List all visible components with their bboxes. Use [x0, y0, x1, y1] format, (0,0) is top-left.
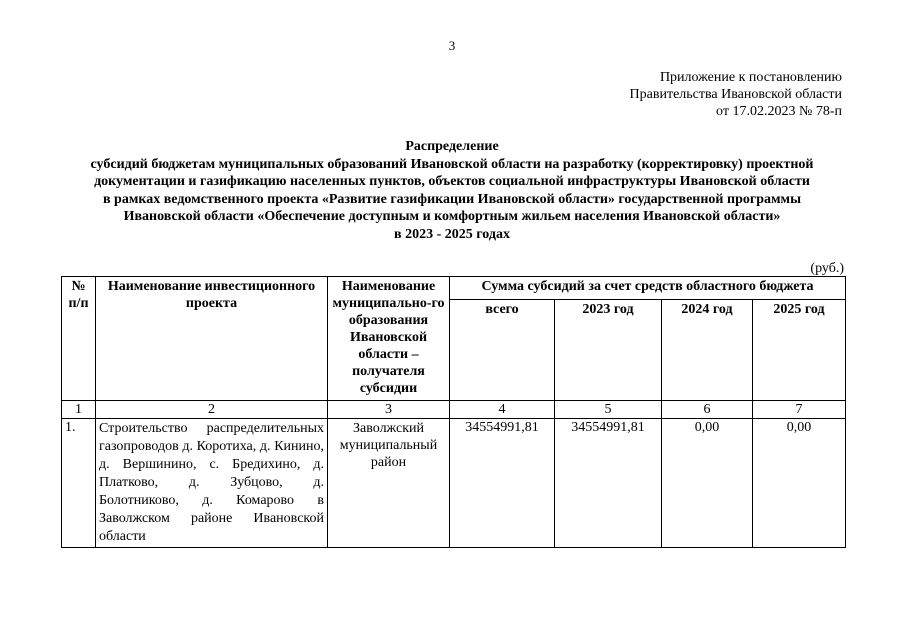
title-line-4: в рамках ведомственного проекта «Развитие газификации Ивановской области» государственной программы — [103, 191, 801, 207]
column-number: 1 — [62, 401, 96, 419]
column-number: 5 — [555, 401, 662, 419]
column-number: 7 — [753, 401, 846, 419]
header-recipient: Наименование муниципально-го образования Ивановской области – получателя субсидии — [328, 277, 450, 401]
appendix-block — [630, 69, 842, 120]
appendix-line-1: Приложение к постановлению — [659, 70, 842, 85]
header-2024: 2024 год — [662, 300, 753, 401]
table-row — [62, 419, 846, 548]
row-2023: 34554991,81 — [555, 419, 662, 548]
subsidy-table — [61, 276, 846, 548]
header-2023: 2023 год — [555, 300, 662, 401]
title-line-5: Ивановской области «Обеспечение доступным и комфортным жильем населения Ивановской области» — [123, 209, 781, 224]
row-2024: 0,00 — [662, 419, 753, 548]
header-project: Наименование инвестиционного проекта — [96, 277, 328, 401]
title-line-3: документации и газификацию населенных пунктов, объектов социальной инфраструктуры Ивановской области — [94, 174, 810, 189]
title-line-2: субсидий бюджетам муниципальных образований Ивановской области на разработку (корректировку) проектной — [90, 156, 814, 172]
column-number: 4 — [450, 401, 555, 419]
row-num: 1. — [62, 419, 96, 548]
header-total: всего — [450, 300, 555, 401]
column-number: 6 — [662, 401, 753, 419]
header-sum-group: Сумма субсидий за счет средств областного бюджета — [450, 277, 846, 300]
title-line-1: Распределение — [405, 139, 499, 154]
appendix-line-2: Правительства Ивановской области — [629, 87, 842, 102]
document-title — [40, 138, 864, 243]
page-number: 3 — [448, 38, 456, 53]
column-number-row — [62, 401, 846, 419]
column-number: 2 — [96, 401, 328, 419]
row-total: 34554991,81 — [450, 419, 555, 548]
header-num: № п/п — [62, 277, 96, 401]
row-2025: 0,00 — [753, 419, 846, 548]
row-project: Строительство распределительных газопроводов д. Коротиха, д. Кинино, д. Вершинино, с. Бредихино, д. Платково, д. Зубцово, д. Болотниково, д. Комарово в Заволжском районе Ивановской области — [96, 419, 328, 548]
title-line-6: в 2023 - 2025 годах — [394, 226, 510, 242]
appendix-line-3: от 17.02.2023 № 78-п — [716, 104, 842, 119]
header-2025: 2025 год — [753, 300, 846, 401]
row-recipient: Заволжский муниципальный район — [328, 419, 450, 548]
currency-unit: (руб.) — [810, 261, 844, 276]
column-number: 3 — [328, 401, 450, 419]
